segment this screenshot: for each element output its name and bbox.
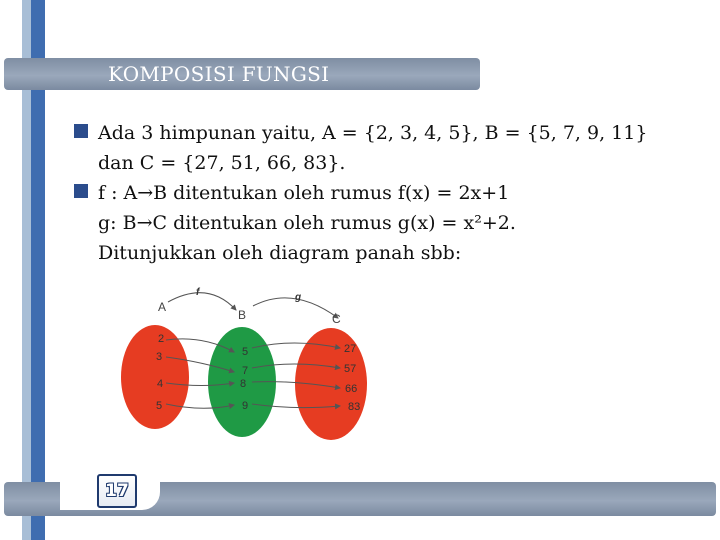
page-number-badge: 17 bbox=[97, 474, 137, 508]
set-c-element: 57 bbox=[344, 363, 357, 375]
set-a-element: 5 bbox=[156, 400, 163, 412]
bullet-line: Ditunjukkan oleh diagram panah sbb: bbox=[98, 242, 462, 264]
set-b-label: B bbox=[238, 308, 247, 322]
set-a-label: A bbox=[158, 300, 167, 314]
bullet-line: Ada 3 himpunan yaitu, A = {2, 3, 4, 5}, B = {5, 7, 9, 11} bbox=[98, 122, 648, 144]
set-b-element: 9 bbox=[242, 400, 249, 412]
bullet-line: g: B→C ditentukan oleh rumus g(x) = x²+2. bbox=[98, 212, 516, 234]
set-b-element: 7 bbox=[242, 365, 249, 377]
bullet-line: f : A→B ditentukan oleh rumus f(x) = 2x+1 bbox=[98, 182, 510, 204]
map-f-arrow bbox=[168, 293, 236, 310]
set-b-element: 5 bbox=[242, 346, 249, 358]
set-c-element: 66 bbox=[345, 383, 358, 395]
bullet-item-sets bbox=[74, 118, 684, 178]
map-label-f: f bbox=[196, 287, 200, 298]
slide-title: KOMPOSISI FUNGSI bbox=[108, 62, 330, 86]
set-a-oval bbox=[121, 325, 189, 429]
set-c-element: 83 bbox=[348, 401, 361, 413]
set-a-element: 2 bbox=[158, 333, 165, 345]
bullet-line: dan C = {27, 51, 66, 83}. bbox=[98, 152, 346, 174]
bullet-list bbox=[74, 118, 684, 268]
set-b-element: 8 bbox=[240, 378, 247, 390]
arrow-diagram bbox=[118, 280, 388, 440]
set-a-element: 4 bbox=[157, 378, 164, 390]
set-a-element: 3 bbox=[156, 351, 163, 363]
set-c-element: 27 bbox=[344, 343, 357, 355]
map-label-g: g bbox=[295, 292, 302, 303]
bullet-box-icon bbox=[74, 184, 88, 198]
bullet-item-functions bbox=[74, 178, 684, 268]
set-c-label: C bbox=[332, 312, 341, 326]
bullet-box-icon bbox=[74, 124, 88, 138]
